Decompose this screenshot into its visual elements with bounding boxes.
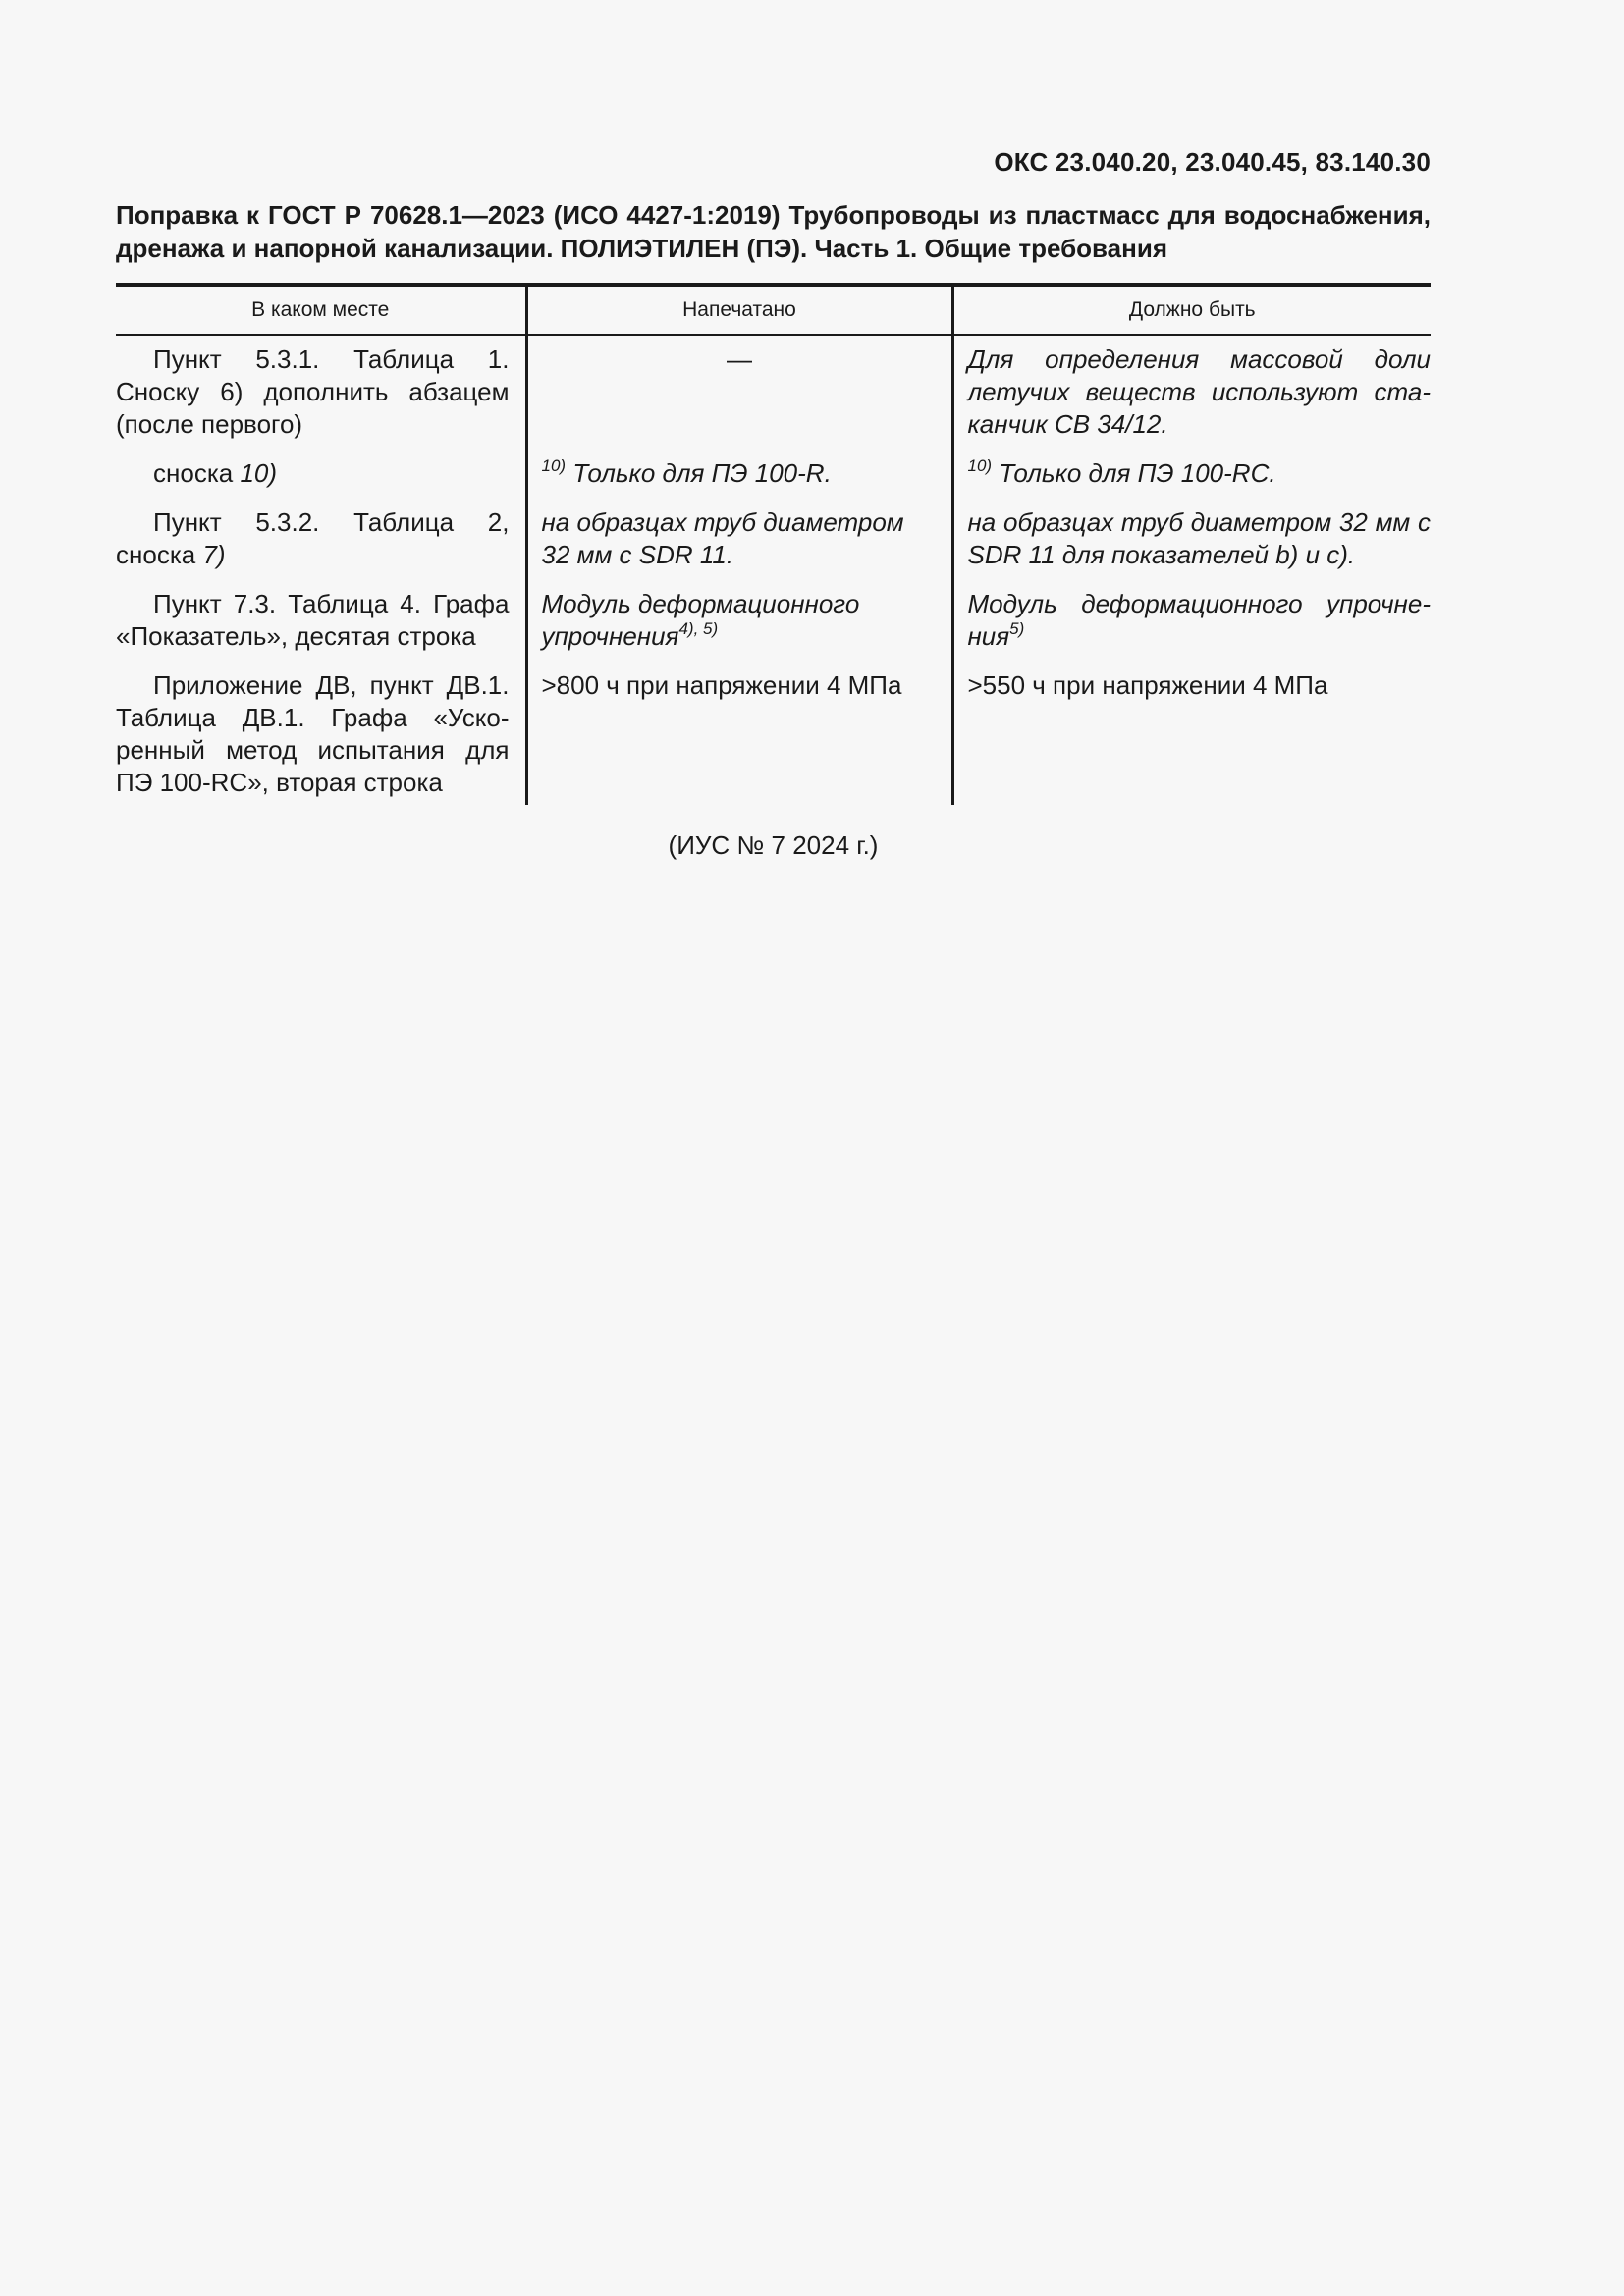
- footnote-marker: 5): [1009, 619, 1025, 638]
- cell-should-be: Для определения массовой доли летучих веществ используют стаканчик СВ 34/12.: [952, 335, 1431, 457]
- cell-place: Приложение ДВ, пункт ДВ.1. Таблица ДВ.1. Графа «Ускоренный метод испытания для ПЭ 100-RC», вторая строка: [116, 670, 510, 797]
- footnote-marker: 10): [967, 456, 993, 475]
- place-text: сноска: [153, 458, 234, 488]
- footnote-marker: 10): [541, 456, 567, 475]
- table-row: [116, 507, 1431, 588]
- cell-should-be: >550 ч при напряжении 4 МПа: [952, 669, 1431, 805]
- cell-printed: [526, 457, 952, 507]
- table-row: [116, 335, 1431, 457]
- cell-should-be: на образцах труб диаметром 32 мм с SDR 11 для показателей b) и c).: [952, 507, 1431, 588]
- footnote-marker: 4), 5): [678, 619, 719, 638]
- table-row: [116, 588, 1431, 669]
- cell-printed: на образцах труб диаметром 32 мм с SDR 11.: [526, 507, 952, 588]
- cell-printed: [526, 588, 952, 669]
- cell-place: Пункт 7.3. Таблица 4. Графа «Показатель», десятая строка: [116, 589, 510, 651]
- ius-reference: (ИУС № 7 2024 г.): [668, 830, 879, 860]
- table-header-row: [116, 285, 1431, 335]
- table-row: [116, 669, 1431, 805]
- cell-place: Пункт 5.3.1. Таблица 1. Сноску 6) дополнить абзацем (после первого): [116, 345, 510, 439]
- printed-text: Модуль деформационного упрочнения: [541, 589, 860, 651]
- oks-codes: ОКС 23.040.20, 23.040.45, 83.140.30: [994, 147, 1431, 177]
- printed-text: Только для ПЭ 100-R.: [572, 458, 832, 488]
- place-footnote-ref: 10): [240, 458, 278, 488]
- header-where: В каком месте: [251, 298, 390, 321]
- cell-place: [116, 457, 526, 507]
- document-page: [116, 147, 1431, 861]
- place-text: Пункт 5.3.2. Таблица 2, сноска: [116, 507, 510, 569]
- header-should-be: Должно быть: [952, 285, 1431, 335]
- cell-place: [116, 507, 526, 588]
- document-title: Поправка к ГОСТ Р 70628.1—2023 (ИСО 4427-1:2019) Трубопроводы из пластмасс для водоснабжения, дренажа и напорной канализации. ПОЛИЭТИЛЕН (ПЭ). Часть 1. Общие требования: [116, 200, 1431, 263]
- place-footnote-ref: 7): [202, 540, 226, 569]
- table-row: [116, 457, 1431, 507]
- should-be-text: Только для ПЭ 100-RC.: [999, 458, 1276, 488]
- header-printed: Напечатано: [526, 285, 952, 335]
- amendment-table: [116, 283, 1431, 805]
- should-be-text: Модуль деформационного упрочнения: [967, 589, 1431, 651]
- cell-printed: >800 ч при напряжении 4 МПа: [526, 669, 952, 805]
- cell-should-be: [952, 588, 1431, 669]
- cell-printed: —: [526, 335, 952, 457]
- cell-should-be: [952, 457, 1431, 507]
